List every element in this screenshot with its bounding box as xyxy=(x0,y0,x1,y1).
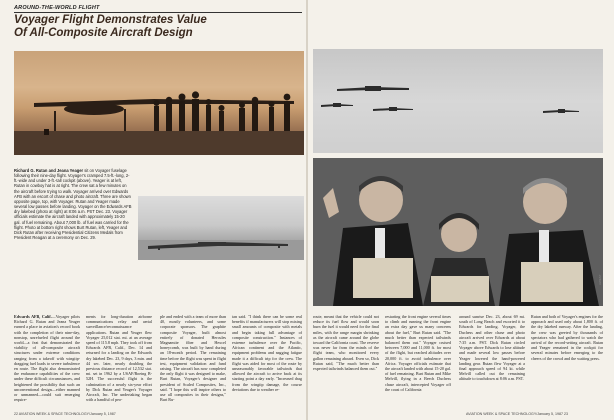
photo-caption xyxy=(14,168,132,240)
column-1-text: —Voyager pilots Richard G. Rutan and Jeana Yeager earned a place in aviation's record book with the completion of their nine-day, nonstop, unrefueled flight around the world—a feat that demonstrated the viability of all-composite aircraft structures under extreme conditions ranging from a takeoff with wingtip-dragging fuel loads to severe turbulence en route. The flight also demonstrated the endurance capabilities of the crew under these difficult circumstances, and heightened the possibility that such an unconventional design—either manned or unmanned—could suit emerging require- xyxy=(14,314,80,403)
headline-line-2: Of All-Composite Aircraft Design xyxy=(14,26,193,39)
article-column-2: ments for long-duration airborne communications relay and aerial surveillance/reconnaissance applications. Rutan and Yeager flew Voyager 25,012 stat. mi. at an average speed of 115.8 mph. They took off from Edwards AFB, Calif., Dec. 14 and returned for a landing on the Edwards dry lakebed Dec. 23, 9 days, 3 min. and 44 sec. later, nearly doubling the previous distance record of 12,532 stat. mi. set in 1962 by a USAF/Boeing B-52H. The successful flight is the culmination of a nearly six-year effort by Dick Rutan and Yeager's Voyager Aircraft, Inc. The undertaking began with a handful of peo- xyxy=(86,314,152,403)
article-column-5: route, meant that the vehicle could not reduce its fuel flow and would soon burn the fuel it would need for the final miles, with the range margin shrinking as the aircraft came around the globe toward the California coast. The reserve was never far from the minds of the flight team, who monitored every gallon remaining aboard. Even so, Dick Rutan said, "The much better than expected tailwinds balanced them out." xyxy=(313,314,379,372)
article-column-4: tan said. "I think there can be some real benefits if manufacturers will stop mixing small amounts of composite with metals and begin taking full advantage of composite construction." Instances of extreme turbulence over the Pacific, African continent and the Atlantic, equipment problems and nagging fatigue made it a difficult trip for the crew. The flight was aided for most of the route by unseasonably favorable tailwinds that allowed the aircraft to arrive back at its starting point a day early. "Increased drag from the wingtip damage, the course deviations due to weather re- xyxy=(232,314,302,392)
award-ceremony-image xyxy=(313,158,603,306)
dateline: Edwards AFB, Calif. xyxy=(14,314,52,319)
lakebed-silhouette-image xyxy=(14,51,304,155)
section-tag: AROUND-THE-WORLD FLIGHT xyxy=(14,5,100,11)
article-column-7: around sunrise Dec. 23, about 69 mi. south of Long Beach and escorted it to Edwards for landing. Voyager, the Duchess and other chase and photo aircraft arrived over Edwards at about 7:35 a.m. PST. Dick Rutan circled Voyager above Edwards to lose altitude and made several low passes before Yeager lowered the hand-powered landing gear. Rutan flew Voyager at a final approach speed of 94 kt. while Melvill called out the remaining altitude to touchdown at 8:06 a.m. PST. xyxy=(459,314,525,382)
section-rule xyxy=(14,12,302,13)
article-column-8: Rutan and both of Voyager's engines for the approach and used only about 1,800 ft. of the dry lakebed runway. After the landing, the crew was greeted by thousands of spectators who had gathered to watch the arrival of the record-setting aircraft. Rutan and Yeager remained in the cockpit for several minutes before emerging to the cheers of the crowd and the waiting press. xyxy=(531,314,603,361)
headline-line-1: Voyager Flight Demonstrates Value xyxy=(14,14,207,26)
photo-chase-aircraft xyxy=(313,49,603,153)
voyager-flight-image xyxy=(138,196,304,260)
page-gutter xyxy=(306,0,308,420)
photo-medal-recipients xyxy=(313,158,603,306)
article-column-1 xyxy=(14,314,80,402)
chase-aircraft-image xyxy=(313,49,603,153)
article-column-6: restarting the front engine several times to climb and running the front engine an extra day gave us many concerns about the fuel," Burt Rutan said. "The much better than expected tailwinds balanced them out." Voyager cruised between 7,000 and 11,000 ft. for most of the flight, but reached altitudes over 20,000 ft. to avoid turbulence over Africa. Voyager officials estimate that the aircraft landed with about 15-20 gal. of fuel remaining. Burt Rutan and Mike Melvill, flying in a Beech Duchess chase aircraft, intercepted Voyager off the coast of California xyxy=(385,314,451,392)
photo-voyager-lakebed xyxy=(14,51,304,155)
folio-right: AVIATION WEEK & SPACE TECHNOLOGY/January 5, 1987 23 xyxy=(466,412,568,416)
headline xyxy=(14,14,304,39)
photo-voyager-landing xyxy=(138,196,304,260)
caption-lead: Richard G. Rutan and Jeana Yeager xyxy=(14,168,84,173)
photo-credit: AW&ST xyxy=(598,274,602,285)
folio-left: 22 AVIATION WEEK & SPACE TECHNOLOGY/January 5, 1987 xyxy=(14,412,116,416)
article-column-3: ple and ended with a team of more than 40, mostly volunteers, and some corporate sponsors. The graphite composite Voyager, built almost entirely of donated Hercules Magnamite fiber and Hexcel honeycomb, was built by hand during an 18-month period. The remaining time before the flight was spent in flight test, equipment validation and fund raising. The aircraft has now completed the only flight it was designed to make, Burt Rutan, Voyager's designer and president of Scaled Composites, Inc., said. "I hope this will inspire others to use all composites in their designs," Burt Ru- xyxy=(160,314,226,403)
caption-text: sit on Voyager fuselage following their nine-day flight. Voyager's cramped 7.5-ft.-long, 2-ft.-wide and under 3-ft.-tall cockpit (above). Yeager is at left, Rutan in cowboy hat is at right. The crew sat a few minutes on the aircraft before trying to walk. Voyager arrived over Edwards AFB with an escort of chase and photo aircraft. Three are shown opposite page, top, with Voyager. Rutan and Yeager made several low passes before landing. Voyager on the Edwards AFB dry lakebed (photo at right) at 8:06 a.m. PST Dec. 23. Voyager officials estimate the aircraft landed with approximately 15-20 gal. of fuel remaining. About 7,000 lb. of fuel was carried for the flight. Photo at bottom right shows Burt Rutan, left, Yeager and Dick Rutan after receiving Presidential Citizens Medals from President Reagan at a ceremony on Dec. 29. xyxy=(14,168,132,241)
